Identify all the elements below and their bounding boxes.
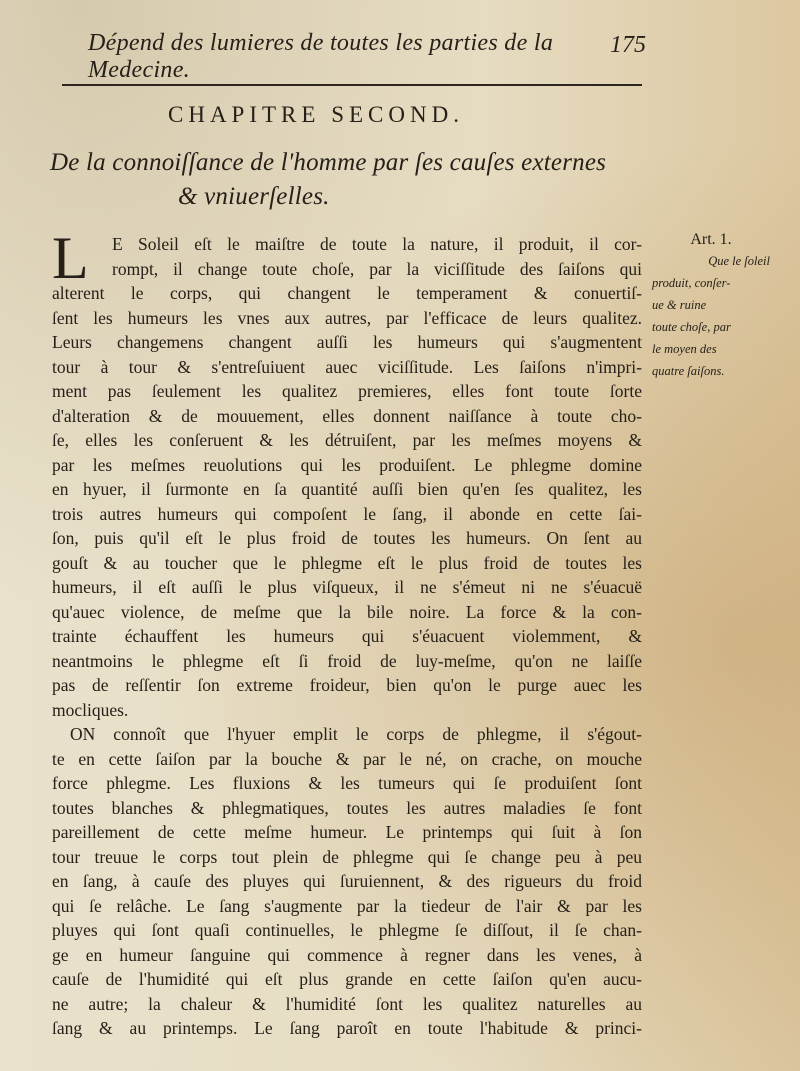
chapter-subtitle [50,146,650,214]
marginal-article-number: Art. 1. [690,231,732,248]
body-text [52,225,642,1041]
page-number: 175 [610,32,646,58]
body-line: toutes blanches & phlegmatiques, toutes les autres maladies ſe font [52,797,642,818]
body-line: ment pas ſeulement les qualitez premieres, elles font toute ſorte [52,381,642,401]
body-line: te en cette ſaiſon par la bouche & par le né, on crache, on mouche [52,748,642,769]
body-line: ON connoît que l'hyuer emplit le corps de phlegme, il s'égout- [70,724,642,744]
body-line: rompt, il change toute choſe, par la viciſſitude des ſaiſons qui [112,258,642,279]
chapter-title: CHAPITRE SECOND. [168,102,464,127]
chapter-subtitle-line: De la connoiſſance de l'homme par ſes cauſes externes [50,149,607,176]
body-line: pas de reſſentir ſon extreme froideur, bien qu'on le purge auec les [52,675,642,695]
body-line: ne autre; la chaleur & l'humidité ſont les qualitez naturelles au [52,993,642,1014]
chapter-subtitle-line: & vniuerſelles. [178,183,330,210]
marginal-note-line: produit, conſer- [652,276,731,290]
body-line: pareillement de cette meſme humeur. Le printemps qui ſuit à ſon [52,822,642,842]
body-line: neantmoins le phlegme eſt ſi froid de luy-meſme, qu'on ne laiſſe [52,650,642,671]
drop-cap: L [52,225,89,291]
body-line: en ſang, à cauſe des pluyes qui ſuruiennent, & des rigueurs du froid [52,871,642,891]
body-line: humeurs, il eſt auſſi le plus viſqueux, il ne s'émeut ni ne s'éuacuë [52,577,642,597]
body-line: trainte échauffent les humeurs qui s'éuacuent violemment, & [52,626,642,646]
body-line: Leurs changemens changent auſſi les humeurs qui s'augmentent [52,332,642,352]
body-line: par les meſmes reuolutions qui les produiſent. Le phlegme domine [52,454,642,475]
body-line: qui ſe relâche. Le ſang s'augmente par la tiedeur de l'air & par les [52,895,642,916]
body-line: ſe, elles les conſeruent & les détruiſent, par les meſmes moyens & [52,430,642,450]
running-head: Dépend des lumieres de toutes les parties de la Medecine. [88,30,554,83]
body-line: ſang & au printemps. Le ſang paroît en toute l'habitude & princi- [52,1018,642,1038]
marginal-note-line: ue & ruine [652,298,707,312]
body-line: d'alteration & de mouuement, elles donnent naiſſance à toute cho- [52,405,642,426]
body-line: cauſe de l'humidité qui eſt plus grande en cette ſaiſon qu'en aucu- [52,969,642,989]
body-line: trois autres humeurs qui compoſent le ſang, il abonde en cette ſai- [52,503,642,524]
body-line: pluyes qui ſont quaſi continuelles, le phlegme ſe diſſout, il ſe chan- [52,920,642,940]
body-line: ge en humeur ſanguine qui commence à regner dans les venes, à [52,944,642,965]
body-line: ſon, puis qu'il eſt le plus froid de toutes les humeurs. On ſent au [52,528,642,548]
body-line: mocliques. [52,699,129,720]
marginal-note [652,230,770,382]
body-line: qu'auec violence, de meſme que la bile noire. La force & la con- [52,601,642,622]
marginal-note-line: le moyen des [652,342,717,356]
body-line: gouſt & au toucher que le phlegme eſt le plus froid de toutes les [52,552,642,573]
body-line: en hyuer, il ſurmonte en ſa quantité auſſi bien qu'en ſes qualitez, les [52,479,642,499]
marginal-note-line: Que le ſoleil [708,254,770,268]
body-line: E Soleil eſt le maiſtre de toute la nature, il produit, il cor- [112,234,642,254]
body-line: tour à tour & s'entreſuiuent auec viciſſitude. Les ſaiſons n'impri- [52,356,642,377]
body-line: force phlegme. Les fluxions & les tumeurs qui ſe produiſent ſont [52,773,642,793]
body-line: ſent les humeurs les vnes aux autres, par l'efficace de leurs qualitez. [52,307,642,328]
header-rule [62,84,642,86]
body-line: alterent le corps, qui changent le temperament & conuertiſ- [52,283,642,303]
marginal-note-line: toute choſe, par [652,320,731,334]
marginal-note-line: quatre ſaiſons. [652,364,725,378]
body-line: tour treuue le corps tout plein de phlegme qui ſe change peu à peu [52,846,642,867]
